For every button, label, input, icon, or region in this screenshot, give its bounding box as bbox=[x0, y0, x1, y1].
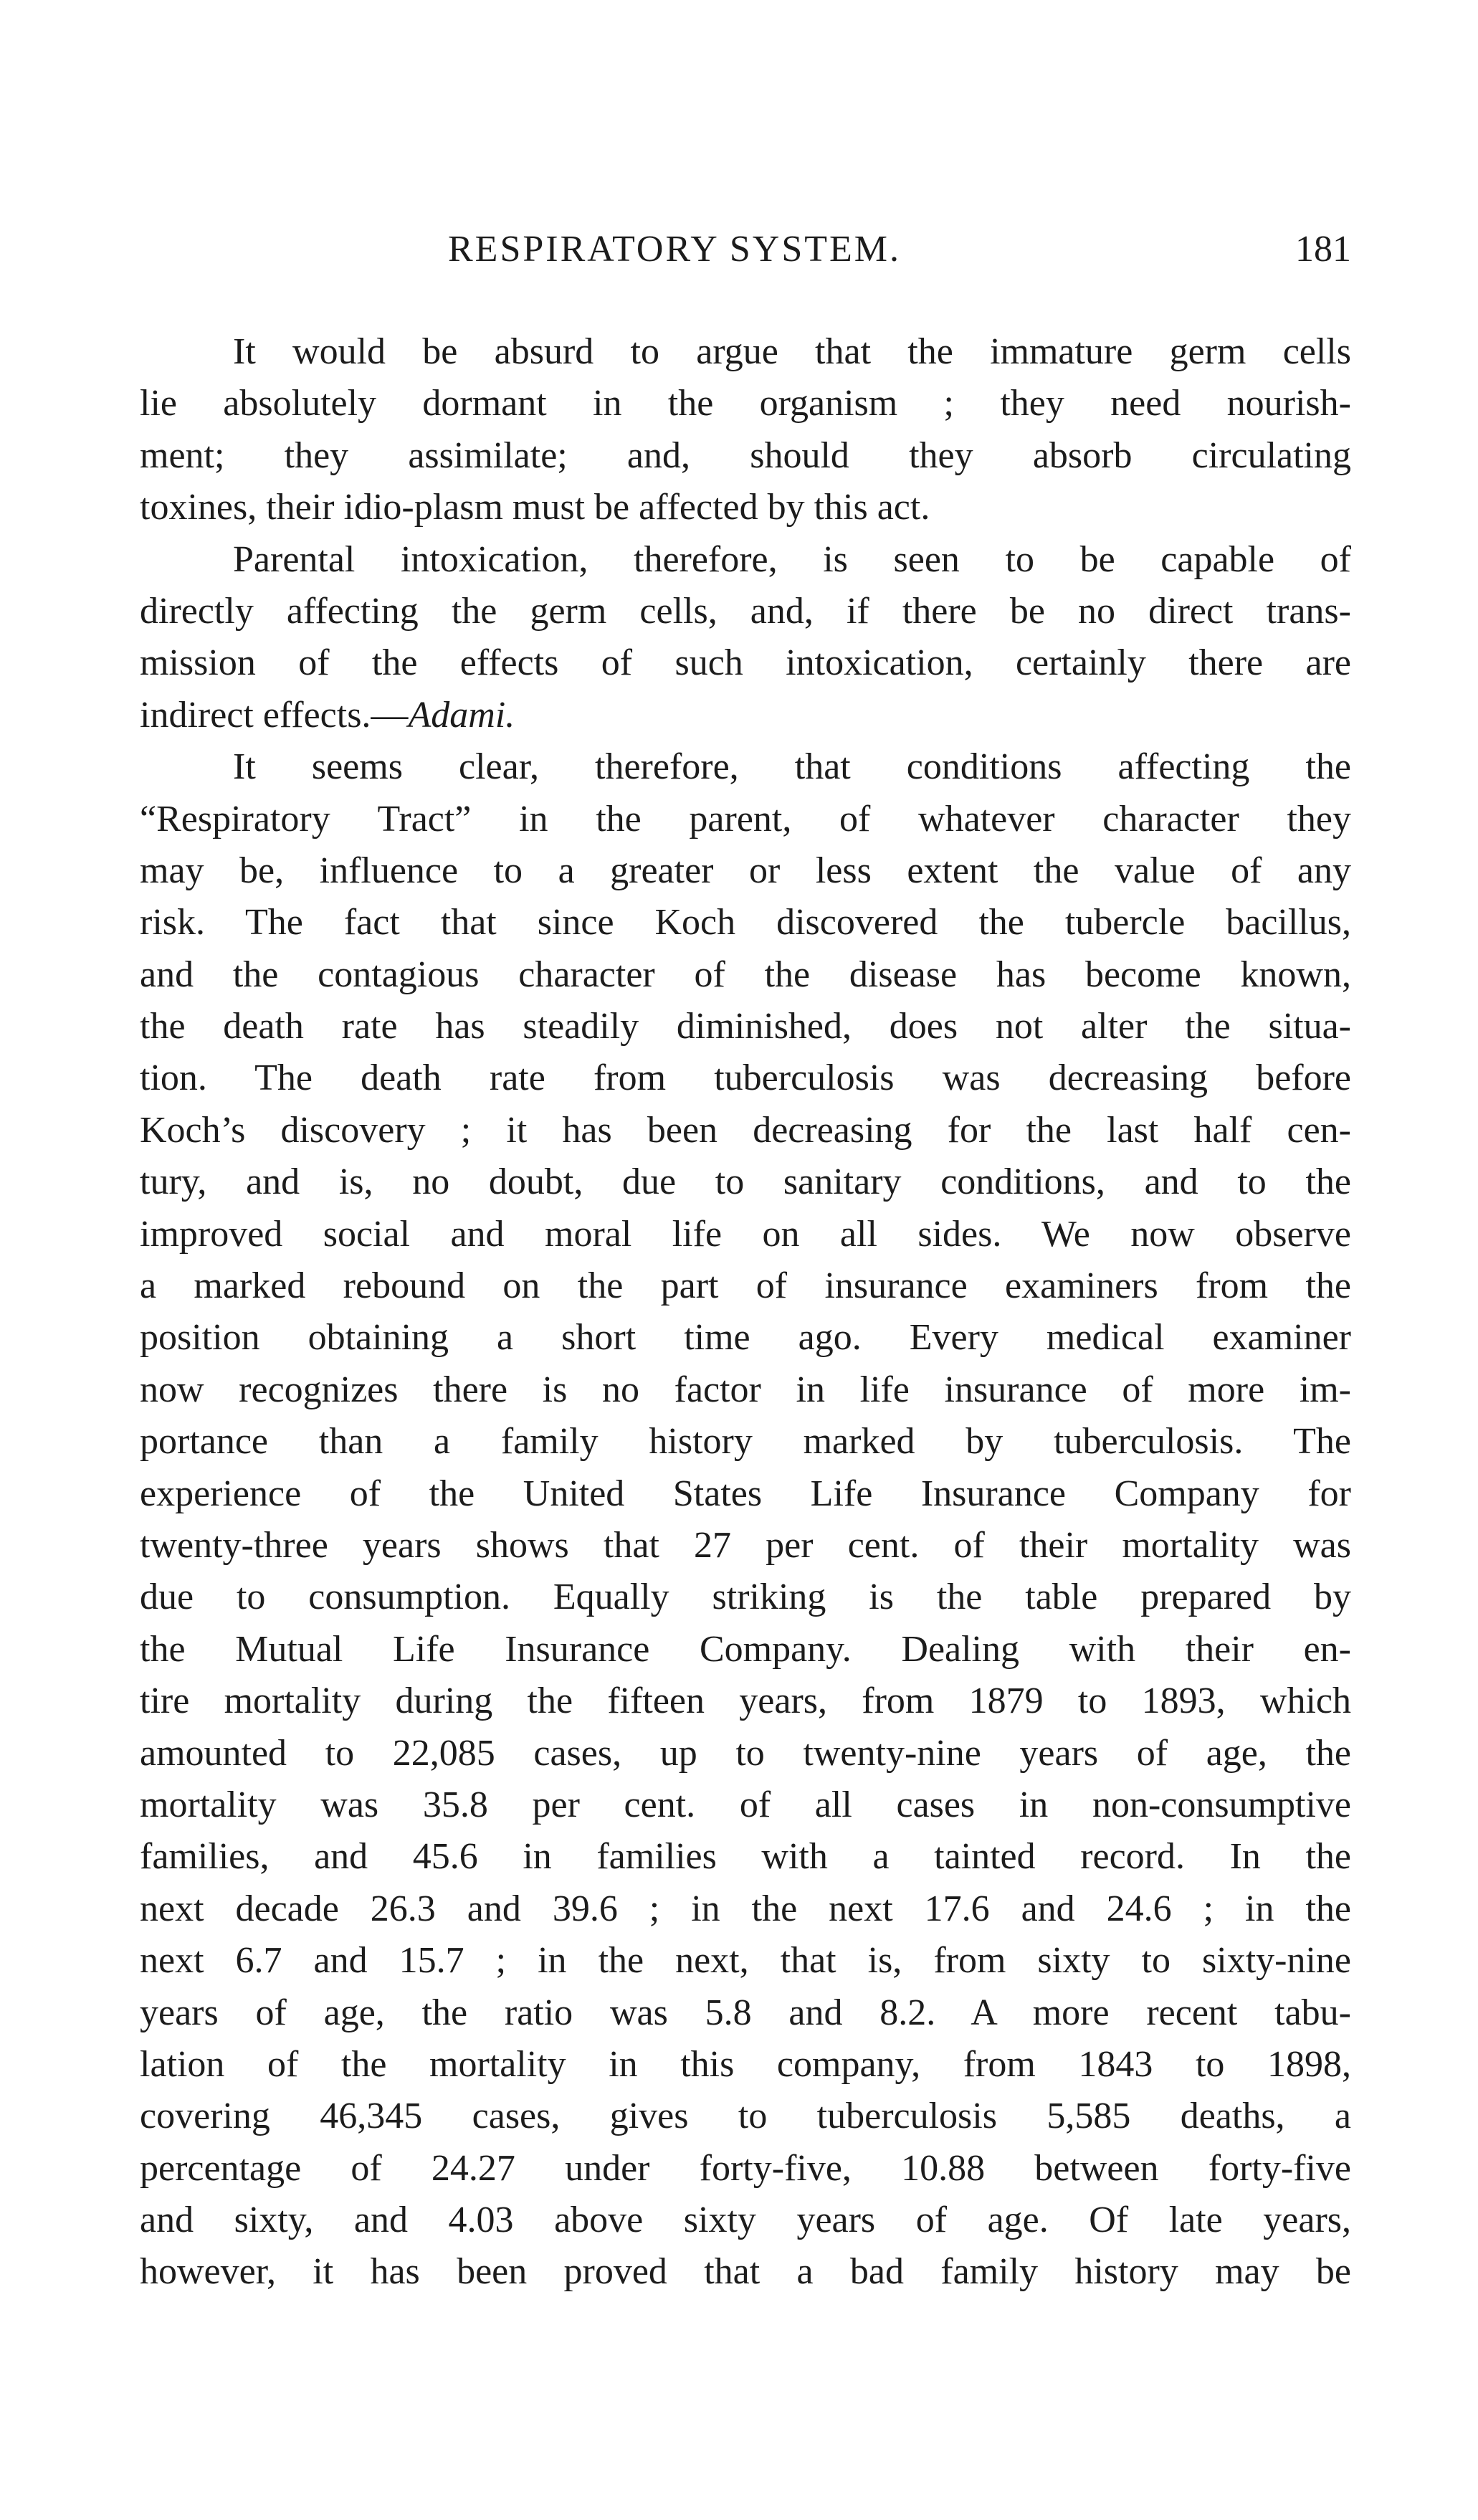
attribution: Adami. bbox=[408, 694, 515, 736]
text-line: risk. The fact that since Koch discovered the tubercle bacillus, bbox=[140, 902, 1351, 943]
text-line-with-attribution bbox=[140, 690, 1351, 741]
text-line: and the contagious character of the disease has become known, bbox=[140, 954, 1351, 995]
text-line: tion. The death rate from tuberculosis was decreasing before bbox=[140, 1057, 1351, 1099]
text-line: the death rate has steadily diminished, does not alter the situa- bbox=[140, 1006, 1351, 1047]
text-line: tury, and is, no doubt, due to sanitary conditions, and to the bbox=[140, 1161, 1351, 1203]
text-line: years of age, the ratio was 5.8 and 8.2. A more recent tabu- bbox=[140, 1992, 1351, 2033]
text-line: twenty-three years shows that 27 per cent. of their mortality was bbox=[140, 1524, 1351, 1566]
text-line: families, and 45.6 in families with a tainted record. In the bbox=[140, 1836, 1351, 1878]
text-line: experience of the United States Life Insurance Company for bbox=[140, 1473, 1351, 1514]
text-line: portance than a family history marked by tuberculosis. The bbox=[140, 1421, 1351, 1463]
text-line: “Respiratory Tract” in the parent, of whatever character they bbox=[140, 798, 1351, 840]
text-line: position obtaining a short time ago. Every medical examiner bbox=[140, 1317, 1351, 1359]
text-line: due to consumption. Equally striking is the table prepared by bbox=[140, 1577, 1351, 1618]
text-line: Koch’s discovery ; it has been decreasing for the last half cen- bbox=[140, 1109, 1351, 1151]
text-line: covering 46,345 cases, gives to tuberculosis 5,585 deaths, a bbox=[140, 2096, 1351, 2137]
text-line: directly affecting the germ cells, and, if there be no direct trans- bbox=[140, 590, 1351, 632]
text-line: next 6.7 and 15.7 ; in the next, that is, from sixty to sixty-nine bbox=[140, 1940, 1351, 1982]
text-line: It seems clear, therefore, that conditions affecting the bbox=[233, 746, 1351, 788]
text-line: percentage of 24.27 under forty-five, 10.88 between forty-five bbox=[140, 2147, 1351, 2189]
text-line: and sixty, and 4.03 above sixty years of age. Of late years, bbox=[140, 2200, 1351, 2241]
text-line: indirect effects.— bbox=[140, 694, 409, 736]
running-title: RESPIRATORY SYSTEM. bbox=[448, 229, 902, 270]
body-text bbox=[140, 326, 1351, 2298]
text-line: mission of the effects of such intoxication, certainly there are bbox=[140, 642, 1351, 684]
text-line: toxines, their idio-plasm must be affected by this act. bbox=[140, 487, 930, 528]
text-line: It would be absurd to argue that the immature germ cells bbox=[233, 331, 1351, 372]
text-line: lie absolutely dormant in the organism ; they need nourish- bbox=[140, 383, 1351, 424]
text-line: now recognizes there is no factor in life insurance of more im- bbox=[140, 1369, 1351, 1410]
text-line: may be, influence to a greater or less extent the value of any bbox=[140, 850, 1351, 891]
text-line: a marked rebound on the part of insurance examiners from the bbox=[140, 1265, 1351, 1307]
text-line: the Mutual Life Insurance Company. Dealing with their en- bbox=[140, 1628, 1351, 1670]
text-line: mortality was 35.8 per cent. of all cases in non-consumptive bbox=[140, 1784, 1351, 1825]
text-line: however, it has been proved that a bad family history may be bbox=[140, 2251, 1351, 2293]
text-line: lation of the mortality in this company, from 1843 to 1898, bbox=[140, 2043, 1351, 2085]
text-line: tire mortality during the fifteen years, from 1879 to 1893, which bbox=[140, 1680, 1351, 1722]
page-number: 181 bbox=[1295, 229, 1351, 270]
text-line: next decade 26.3 and 39.6 ; in the next 17.6 and 24.6 ; in the bbox=[140, 1888, 1351, 1929]
running-head bbox=[140, 228, 1351, 278]
text-line: amounted to 22,085 cases, up to twenty-nine years of age, the bbox=[140, 1732, 1351, 1774]
text-line: ment; they assimilate; and, should they absorb circulating bbox=[140, 434, 1351, 476]
text-line: improved social and moral life on all sides. We now observe bbox=[140, 1213, 1351, 1255]
text-line: Parental intoxication, therefore, is seen to be capable of bbox=[233, 538, 1351, 580]
